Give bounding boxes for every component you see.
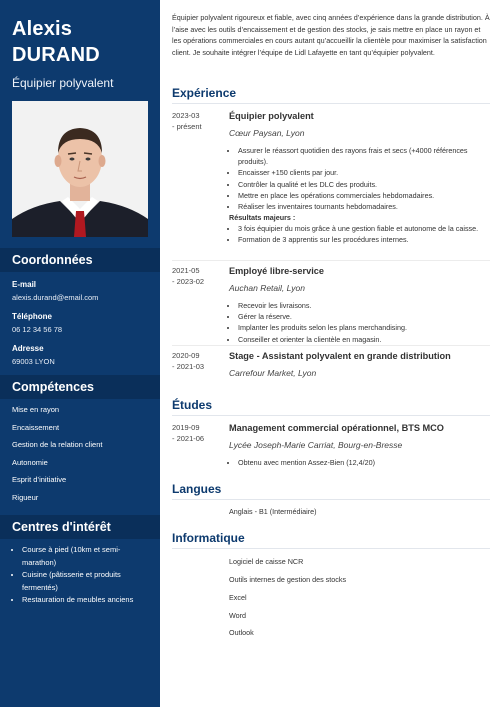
bullet-item: • Encaisser +150 clients par jour. [238, 167, 491, 178]
results-bullets [229, 223, 491, 245]
entry-title: Management commercial opérationnel, BTS MCO [229, 423, 444, 433]
entry-date: 2021-05 - 2023-02 [172, 266, 205, 286]
entry-bullets [229, 145, 491, 212]
skill-item: Esprit d’initiative [12, 475, 67, 484]
first-name: Alexis [12, 18, 73, 40]
bullet-item: • Implanter les produits selon les plans merchandising. [238, 322, 491, 333]
address-value: 69003 LYON [12, 357, 55, 366]
education-heading: Études [172, 398, 490, 416]
skill-item: Autonomie [12, 457, 48, 467]
entry-title: Employé libre-service [229, 266, 324, 276]
entry-bullets [229, 457, 491, 468]
skills-section [0, 375, 160, 510]
bullet-item: • Assurer le réassort quotidien des rayons frais et secs (+4000 références produits). [238, 145, 491, 167]
computing-item: Word [229, 611, 247, 620]
skill-item: Gestion de la relation client [12, 440, 103, 449]
interests-heading: Centres d'intérêt [0, 515, 160, 539]
languages-heading: Langues [172, 482, 490, 500]
bullet-item: • Mettre en place les opérations commerciales hebdomadaires. [238, 190, 491, 201]
skill-item: Mise en rayon [12, 405, 60, 414]
bullet-item: • Conseiller et orienter la clientèle en magasin. [238, 334, 491, 345]
bullet-item: • Contrôler la qualité et les DLC des produits. [238, 179, 491, 190]
phone-value[interactable]: 06 12 34 56 78 [12, 325, 63, 334]
skill-item: Encaissement [12, 422, 60, 432]
interest-item: • Restauration de meubles anciens [22, 594, 148, 607]
email-value[interactable]: alexis.durand@email.com [12, 293, 99, 302]
address-label: Adresse [12, 344, 44, 353]
divider [172, 345, 490, 346]
entry-company: Cœur Paysan, Lyon [229, 128, 305, 138]
computing-item: Excel [229, 593, 247, 602]
computing-item: Outlook [229, 628, 254, 637]
entry-date: 2020-09 - 2021-03 [172, 351, 205, 371]
computing-item: Outils internes de gestion des stocks [229, 575, 347, 584]
contact-section [0, 248, 160, 367]
interests-list [0, 544, 160, 607]
entry-date: 2023-03 - présent [172, 111, 202, 131]
last-name: DURAND [12, 44, 100, 66]
language-item: Anglais - B1 (Intermédiaire) [229, 507, 317, 516]
results-heading: Résultats majeurs : [229, 213, 296, 223]
bullet-item: • Formation de 3 apprentis sur les procédures internes. [238, 234, 491, 245]
bullet-item: • Obtenu avec mention Assez-Bien (12,4/20) [238, 457, 491, 468]
entry-title: Stage - Assistant polyvalent en grande distribution [229, 351, 451, 361]
bullet-item: • Recevoir les livraisons. [238, 300, 491, 311]
interest-item: • Cuisine (pâtisserie et produits fermentés) [22, 569, 148, 594]
profile-summary: Équipier polyvalent rigoureux et fiable, avec cinq années d’expérience dans la grande distribution. À l’aise avec les outils d’encaissement et de gestion des stocks, je sais mettre en place un rayon et les opérations commerciales en cours autant qu’accueillir la clientèle pour maximiser la satisfaction client. Je souhaite intégrer l’équipe de Lidl Lafayette en tant qu’équipier polyvalent. [172, 13, 490, 57]
entry-bullets [229, 300, 491, 345]
computing-item: Logiciel de caisse NCR [229, 557, 304, 566]
interests-section [0, 515, 160, 607]
computing-heading: Informatique [172, 531, 490, 549]
experience-heading: Expérience [172, 86, 490, 104]
job-title: Équipier polyvalent [12, 76, 114, 90]
sidebar [0, 0, 160, 707]
divider [172, 260, 490, 261]
candidate-name [0, 0, 160, 68]
contact-heading: Coordonnées [0, 248, 160, 272]
entry-date: 2019-09 - 2021-06 [172, 423, 205, 443]
entry-company: Auchan Retail, Lyon [229, 283, 305, 293]
entry-title: Équipier polyvalent [229, 111, 314, 121]
profile-photo [12, 101, 148, 237]
bullet-item: • 3 fois équipier du mois grâce à une gestion fiable et autonome de la caisse. [238, 223, 491, 234]
bullet-item: • Gérer la réserve. [238, 311, 491, 322]
skills-list [0, 405, 160, 503]
skills-heading: Compétences [0, 375, 160, 399]
skill-item: Rigueur [12, 492, 39, 502]
bullet-item: • Réaliser les inventaires tournants hebdomadaires. [238, 201, 491, 212]
entry-company: Carrefour Market, Lyon [229, 368, 317, 378]
entry-school: Lycée Joseph-Marie Carriat, Bourg-en-Bresse [229, 440, 403, 450]
email-label: E-mail [12, 280, 37, 289]
interest-item: • Course à pied (10km et semi-marathon) [22, 544, 148, 569]
phone-label: Téléphone [12, 312, 53, 321]
main-content [160, 0, 500, 707]
